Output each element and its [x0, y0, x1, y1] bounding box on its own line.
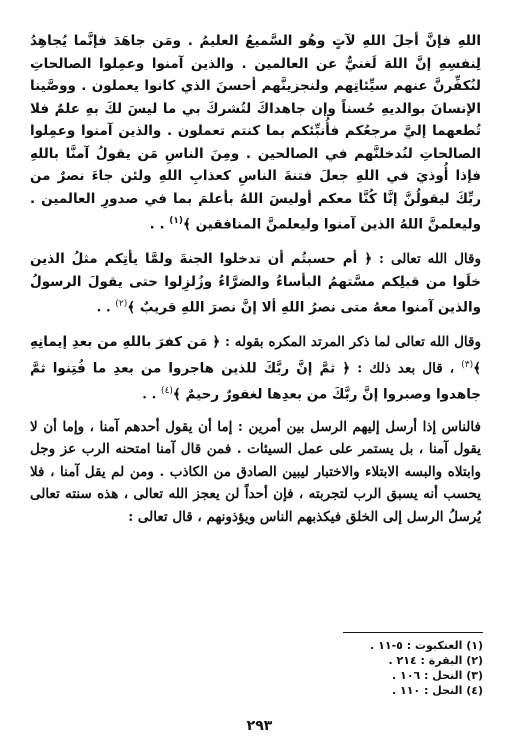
- paragraph-baqarah: [30, 248, 481, 319]
- intro-text: وقال الله تعالى :: [372, 251, 482, 267]
- footnotes: [370, 638, 483, 698]
- footnote-ref-1: (١): [169, 216, 184, 226]
- paragraph-quran-ankabut: [30, 30, 481, 236]
- footnote-2: (٢) البقرة : ٢١٤ .: [388, 654, 483, 667]
- quran-quote-1: ﴿ مَن كفرَ باللهِ من بعدِ إيمانِهِ ﴾: [30, 334, 481, 376]
- page-number: ٢٩٣: [246, 718, 273, 734]
- footnote-ref-4: (٤): [161, 385, 173, 396]
- paragraph-nahl: [30, 331, 481, 406]
- paragraph-ending: . .: [96, 299, 116, 316]
- spacer: [30, 319, 481, 331]
- quran-quote-2: ﴿ ثمَّ إنَّ ربَّكَ للذين هاجروا من بعدِ ما فُتِنوا ثمَّ جاهدوا وصبروا إنَّ ربَّكَ من بعدِها لغفورٌ رحيمٌ ﴾: [30, 360, 481, 402]
- footnote-3: (٣) النحل : ١٠٦ .: [392, 669, 483, 682]
- paragraph-ending: . .: [149, 216, 170, 233]
- footnote-ref-2: (٢): [115, 299, 128, 309]
- footnote-divider: [343, 632, 483, 633]
- paragraph-ending: . .: [142, 386, 162, 402]
- paragraph-commentary: فالناس إذا أرسل إليهم الرسل بين أمرين : إما أن يقول أحدهم آمنا ، وإما أن لا يقول آمنا ، بل يستمر على عمل السيئات . فمن قال آمنا امتحنه الرب عز وجل وابتلاه والبسه الابتلاء والاختبار ليبين الصادق من الكاذب . ومن لم يقل آمنا ، فلا يحسب أنه يسبق الرب لتجربته ، فإن أحداً لن يعجز الله تعالى ، هذه سنته تعالى يُرسلُ الرسل إلى الخلق فيكذبهم الناس ويؤذونهم ، قال تعالى :: [30, 418, 481, 525]
- intro-text: وقال الله تعالى لما ذكر المرتد المكره بقوله :: [220, 334, 481, 350]
- quran-text: اللهِ فإنَّ أجلَ اللهِ لآتٍ وهُو السَّميعُ العليمُ . ومَن جاهَدَ فإنَّما يُجاهِدُ لِنفسِهِ إنَّ اللهَ لَغنيٌّ عن العالمين . والذين آمنوا وعمِلوا الصالحاتِ لنُكفِّرنَّ عنهم سيِّئاتِهم ولنجزينَّهم أحسنَ الذي كانوا يعملون . ووصَّينا الإنسانَ بوالديهِ حُسناً وإن جاهداكَ لتُشركَ بي ما ليسَ لكَ بهِ علمٌ فلا تُطعهما إليَّ مرجعُكم فأُنبِّئكم بما كنتم تعملون . والذين آمنوا وعمِلوا الصالحاتِ لنُدخلنَّهم في الصالحين . ومِنَ الناسِ مَن يقولُ آمنَّا باللهِ فإذا أُوذيَ في اللهِ جعلَ فتنةَ الناسِ كعذابِ اللهِ ولئن جاءَ نصرٌ من ربِّكَ ليقولُنَّ إنَّا كُنَّا معكم أوليسَ اللهُ بأعلمَ بما في صدورِ العالمين . وليعلمنَّ اللهُ الذين آمنوا وليعلمنَّ المنافقين ﴾: [30, 33, 481, 233]
- connector-text: ، قال بعد ذلك :: [350, 360, 462, 376]
- quran-quote: ﴿ أم حسبتُم أن تدخلوا الجنةَ ولمَّا يأتِكم مثلُ الذين خلَوا من قبلِكم مسَّتهمُ البأساءُ والضرَّاءُ وزُلزِلوا حتى يقولَ الرسولُ والذين آمنوا معهُ متى نصرُ اللهِ ألا إنَّ نصرَ اللهِ قريبٌ ﴾: [30, 251, 481, 316]
- spacer: [30, 406, 481, 416]
- spacer: [30, 236, 481, 248]
- footnote-1: (١) العنكبوت : ٥-١١ .: [370, 639, 483, 652]
- footnote-4: (٤) النحل : ١١٠ .: [392, 684, 483, 697]
- footnote-ref-3: (٣): [461, 359, 474, 370]
